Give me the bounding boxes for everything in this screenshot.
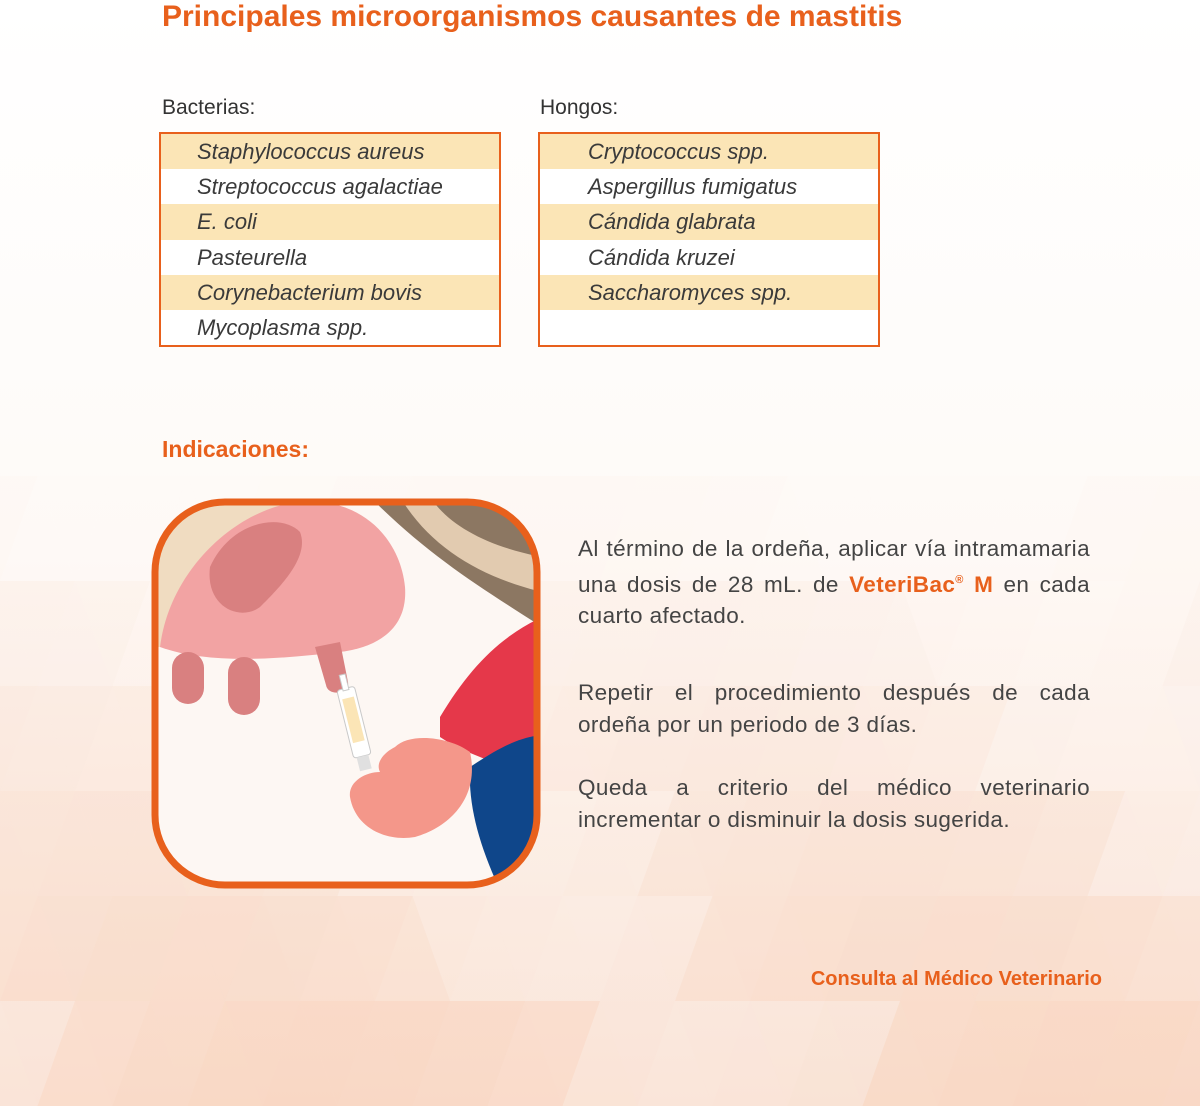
page-title: Principales microorganismos causantes de mastitis	[162, 0, 903, 33]
bacteria-heading: Bacterias:	[162, 96, 256, 119]
paragraph-text: en cada cuarto afectado.	[578, 571, 1090, 628]
registered-mark: ®	[955, 573, 964, 586]
footer-consult-note: Consulta al Médico Veterinario	[810, 968, 1102, 990]
bacteria-item: Staphylococcus aureus	[161, 134, 499, 169]
bacteria-item: E. coli	[161, 204, 499, 239]
cow-udder-syringe-illustration	[150, 497, 542, 890]
fungi-heading: Hongos:	[540, 96, 619, 119]
indication-paragraph-2: Repetir el procedimiento después de cada ordeña por un periodo de 3 días.	[578, 680, 1090, 737]
paragraph-text: Al término de la ordeña, aplicar vía intramamaria una dosis de 28 mL. de	[578, 536, 1090, 597]
fungi-table	[538, 132, 880, 347]
fungi-item	[540, 310, 878, 345]
fungi-item: Aspergillus fumigatus	[588, 174, 798, 200]
indications-heading: Indicaciones:	[162, 436, 309, 462]
fungi-item: Cándida kruzei	[588, 244, 735, 270]
bacteria-item: Streptococcus agalactiae	[197, 174, 443, 200]
product-suffix: M	[963, 571, 994, 597]
fungi-item: Cryptococcus spp.	[540, 134, 878, 169]
product-brand: VeteriBac	[849, 571, 956, 597]
bacteria-item: Corynebacterium bovis	[161, 275, 499, 310]
fungi-item: Saccharomyces spp.	[540, 275, 878, 310]
bacteria-item: Mycoplasma spp.	[197, 314, 369, 340]
indication-paragraph-3: Queda a criterio del médico veterinario incrementar o disminuir la dosis sugerida.	[578, 775, 1090, 832]
fungi-item: Cándida glabrata	[540, 204, 878, 239]
bacteria-table	[159, 132, 501, 347]
product-name	[849, 572, 993, 597]
indication-paragraph-1	[578, 533, 1090, 632]
bacteria-item: Pasteurella	[197, 244, 308, 270]
